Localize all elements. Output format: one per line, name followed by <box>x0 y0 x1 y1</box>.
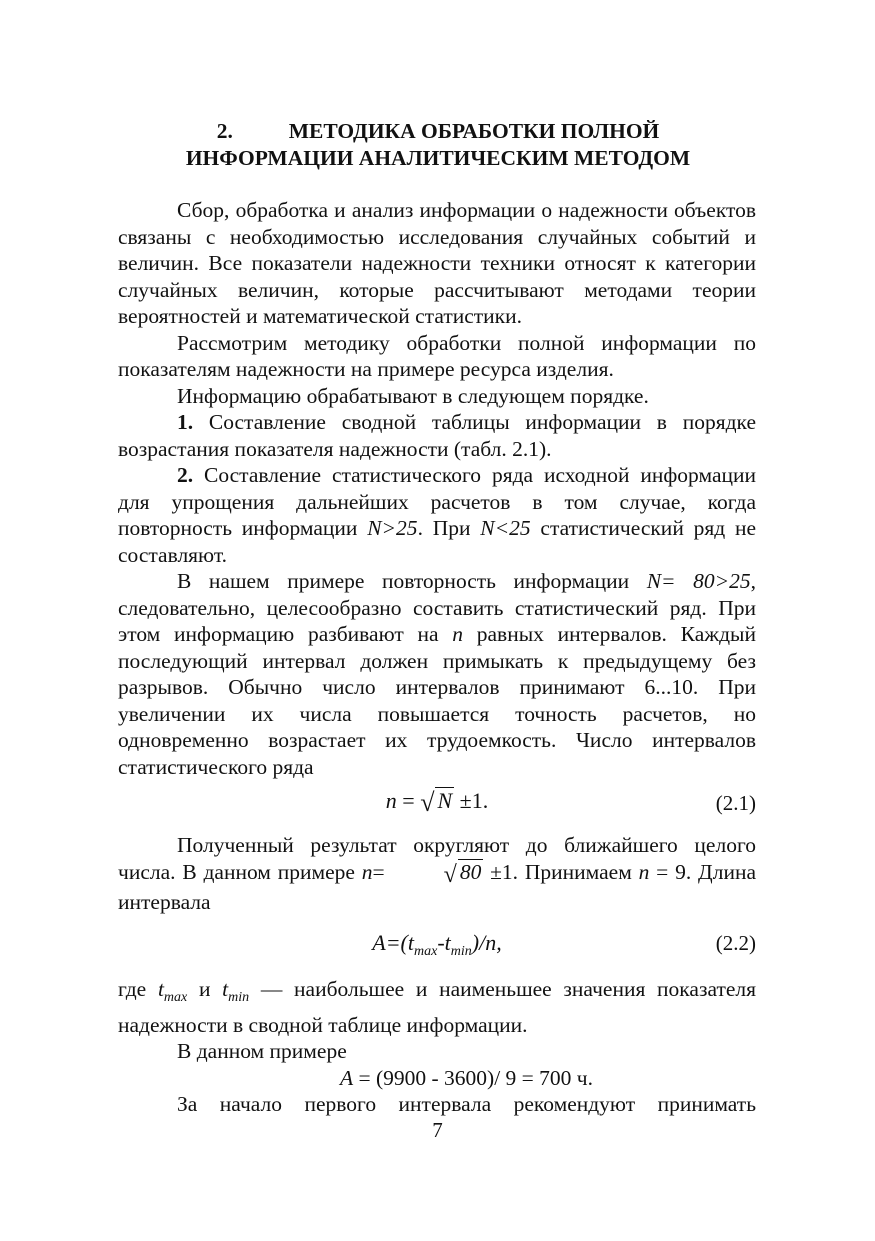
paragraph-step-1 <box>118 409 756 462</box>
formula-2-1-radicand: N <box>437 788 453 813</box>
paragraph-3: Информацию обрабатывают в следующем порядке. <box>177 383 649 408</box>
formula-2-1-lhs: n <box>385 788 397 813</box>
rounding-text-c: = 9. Длина интервала <box>118 860 757 914</box>
page-number: 7 <box>432 1118 443 1142</box>
where-sub-max: max <box>163 990 188 1005</box>
paragraph-step-2 <box>118 462 756 568</box>
paragraph-rounding <box>118 832 756 916</box>
example-text-a: В нашем примере повторность информации <box>177 569 647 593</box>
step-2-condition-2: N<25 <box>480 516 531 540</box>
calc-var-a: А <box>339 1065 354 1090</box>
example-text-b: , следовательно, целесообразно составить статистический ряд. При этом информацию разбивают на <box>118 569 757 646</box>
where-sub-min: min <box>228 990 250 1005</box>
paragraph-example <box>118 568 756 780</box>
step-2-text-c: статистический ряд не составляют. <box>118 516 756 567</box>
paragraph-in-example: В данном примере <box>177 1039 347 1063</box>
paragraph-1: Сбор, обработка и анализ информации о надежности объектов связаны с необходимостью исследования случайных событий и величин. Все показатели надежности техники относят к категории случайных величин, которые рассчитывают методами теории вероятностей и математической статистики. <box>118 198 756 328</box>
step-2-text-b: . При <box>417 516 481 540</box>
example-var-n: n <box>452 622 464 646</box>
formula-2-1-number: (2.1) <box>715 791 756 815</box>
step-2-text-a: Составление статистического ряда исходной информации для упрощения дальнейших расчетов в том случае, когда повторность информации <box>118 463 756 540</box>
step-1-number: 1. <box>177 410 194 434</box>
where-text: где <box>118 977 158 1001</box>
rounding-text-b: ±1. Принимаем <box>483 860 639 884</box>
formula-2-1 <box>118 780 756 826</box>
formula-2-1-rhs: ±1. <box>454 788 489 813</box>
formula-2-2-sub-min: min <box>450 944 472 959</box>
formula-2-1-expression <box>118 788 756 817</box>
paragraph-where <box>118 976 756 1038</box>
where-t-max: t <box>157 977 164 1001</box>
formula-2-2 <box>118 916 756 966</box>
formula-2-2-minus-t: -t <box>437 930 451 955</box>
formula-2-2-sub-max: max <box>414 944 438 959</box>
section-title-part1: МЕТОДИКА ОБРАБОТКИ ПОЛНОЙ <box>288 119 660 143</box>
step-1-text: Составление сводной таблицы информации в порядке возрастания показателя надежности (табл. 2.1). <box>118 410 756 461</box>
calc-expression: = (9900 - 3600)/ 9 = 700 ч. <box>353 1065 594 1090</box>
formula-2-2-part-b: )/n, <box>471 930 502 955</box>
formula-2-2-part-a: A=(t <box>372 930 414 955</box>
formula-2-2-number: (2.2) <box>715 931 756 955</box>
example-n-value: N= 80>25 <box>646 569 751 593</box>
sqrt-symbol-inline: √ 80 <box>443 860 482 888</box>
rounding-equals: = <box>372 860 385 884</box>
section-number: 2. <box>216 119 233 143</box>
section-heading-line2: ИНФОРМАЦИИ АНАЛИТИЧЕСКИМ МЕТОДОМ <box>185 146 691 170</box>
section-heading-line1 <box>118 118 758 144</box>
where-t-min: t <box>222 977 229 1001</box>
calculation-line <box>118 1065 756 1092</box>
rounding-var-n2: n <box>638 860 650 884</box>
step-2-number: 2. <box>177 463 194 487</box>
step-2-condition-1: N>25 <box>367 516 418 540</box>
paragraph-2: Рассмотрим методику обработки полной информации по показателям надежности на примере ресурса изделия. <box>118 330 756 381</box>
paragraph-last: За начало первого интервала рекомендуют принимать <box>177 1092 756 1116</box>
body-text <box>118 197 756 1118</box>
rounding-var-n: n <box>361 860 373 884</box>
rounding-radicand: 80 <box>459 860 482 884</box>
formula-2-2-expression <box>118 930 756 966</box>
where-rest: — наибольшее и наименьшее значения показателя надежности в сводной таблице информации. <box>118 977 757 1037</box>
where-and: и <box>187 977 223 1001</box>
rounding-text-a: Полученный результат округляют до ближайшего целого числа. В данном примере <box>118 833 756 884</box>
formula-2-1-equals: = <box>396 788 421 813</box>
sqrt-symbol: √ N <box>420 788 453 817</box>
example-text-c: равных интервалов. Каждый последующий интервал должен примыкать к предыдущему без разрывов. Обычно число интервалов принимают 6...10. При увеличении их числа повышается точность расчетов, но одновременно возрастает их трудоемкость. Число интервалов статистического ряда <box>118 622 757 779</box>
